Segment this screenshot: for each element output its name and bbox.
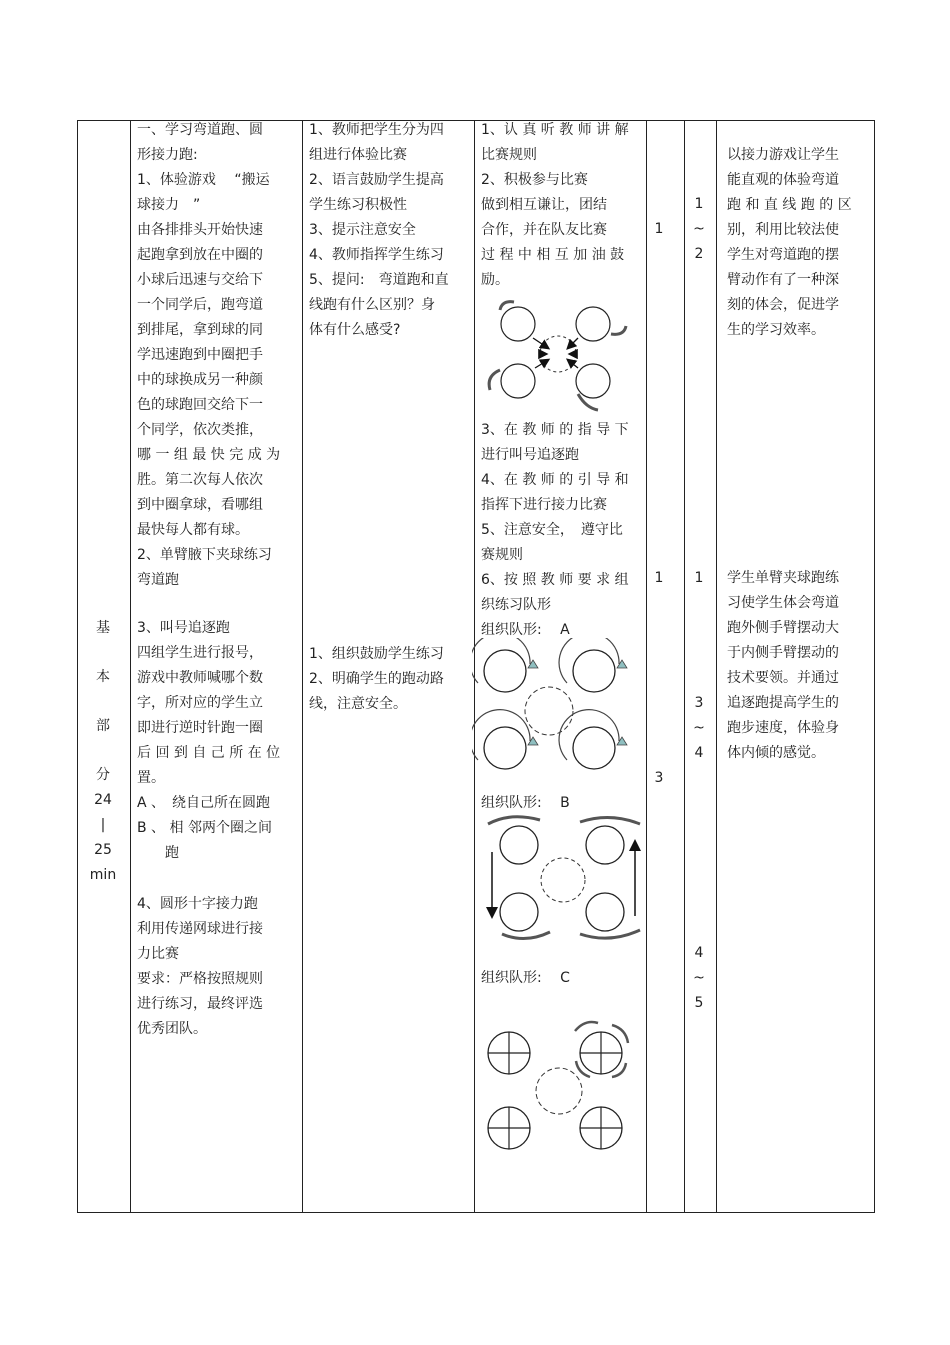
- content-line: 小球后迅速与交给下: [137, 272, 263, 288]
- run-arrow: [533, 338, 548, 348]
- content-line: 力比赛: [137, 946, 179, 962]
- teacher-line: 4、教师指挥学生练习: [309, 247, 444, 263]
- student-line: 合作，并在队友比赛: [481, 222, 607, 238]
- teacher-line: 5、提问: 弯道跑和直: [309, 272, 449, 288]
- times-text: ~: [693, 720, 705, 736]
- student-line: 过 程 中 相 互 加 油 鼓: [481, 247, 625, 263]
- times-value: [685, 192, 713, 267]
- purpose-line: 别，利用比较法使: [727, 222, 839, 238]
- content-line: 最快每人都有球。: [137, 522, 249, 538]
- content-line: B 、 相 邻两个圈之间: [137, 820, 272, 836]
- content-line: 胜。第二次每人依次: [137, 472, 263, 488]
- group-circle: [472, 638, 538, 692]
- teacher-line: 1、教师把学生分为四: [309, 122, 444, 138]
- run-arrow: [568, 338, 578, 348]
- content-line: 到排尾，拿到球的同: [137, 322, 263, 338]
- purpose-line: 刻的体会，促进学: [727, 297, 839, 313]
- content-line: 起跑拿到放在中圈的: [137, 247, 263, 263]
- teacher-line: 线跑有什么区别？身: [309, 297, 435, 313]
- student-line: 5、注意安全， 遵守比: [481, 522, 623, 538]
- purpose-line: 臂动作有了一种深: [727, 272, 839, 288]
- section-char: 本: [96, 669, 110, 685]
- student-line: 进行叫号追逐跑: [481, 447, 579, 463]
- student-line: 组织队形: A: [481, 622, 570, 638]
- formation-a-diagram: [472, 638, 642, 788]
- content-block-3: [137, 892, 263, 1042]
- column-divider: [130, 121, 131, 1212]
- content-line: 一、学习弯道跑、圆: [137, 122, 263, 138]
- curve-arrow: [575, 1022, 598, 1031]
- curve-arrow: [489, 370, 500, 390]
- section-label: [78, 616, 128, 888]
- cross-circle: [488, 1107, 530, 1149]
- group-circle: [586, 893, 624, 931]
- content-line: 个同学，依次类推，: [137, 422, 263, 438]
- run-arrow: [568, 360, 578, 368]
- curve-arrow: [612, 1025, 628, 1043]
- curve-arrow: [580, 817, 640, 824]
- content-line: 4、圆形十字接力跑: [137, 896, 258, 912]
- student-line: 赛规则: [481, 547, 523, 563]
- group-circle: [501, 364, 535, 398]
- section-time: 24: [94, 792, 112, 808]
- cross-circle: [580, 1032, 622, 1074]
- student-line: 3、在 教 师 的 指 导 下: [481, 422, 629, 438]
- center-circle: [541, 858, 585, 902]
- cross-circle: [488, 1032, 530, 1074]
- content-line: 要求：严格按照规则: [137, 971, 263, 987]
- purpose-line: 生的学习效率。: [727, 322, 825, 338]
- count-value: [646, 566, 672, 591]
- group-circle: [501, 307, 535, 341]
- relay-diagram: [478, 296, 638, 414]
- content-line: 跑: [137, 845, 179, 861]
- center-circle: [525, 687, 573, 735]
- count-text: 1: [654, 221, 664, 237]
- content-line: 色的球跑回交给下一: [137, 397, 263, 413]
- content-block-2: [137, 616, 280, 866]
- count-value: [646, 766, 672, 791]
- purpose-line: 能直观的体验弯道: [727, 172, 839, 188]
- times-text: 1: [694, 570, 704, 586]
- purpose-line: 体内倾的感觉。: [727, 745, 825, 761]
- content-line: 进行练习，最终评选: [137, 996, 263, 1012]
- count-text: 1: [654, 570, 664, 586]
- content-line: 中的球换成另一种颜: [137, 372, 263, 388]
- times-text: 4: [694, 745, 704, 761]
- student-line: 做到相互谦让，团结: [481, 197, 607, 213]
- curve-arrow: [611, 326, 626, 334]
- formation-label: 组织队形: B: [481, 795, 570, 811]
- teacher-line: 学生练习积极性: [309, 197, 407, 213]
- content-line: 即进行逆时针跑一圈: [137, 720, 263, 736]
- formation-c-label: [481, 966, 570, 991]
- section-char: 基: [96, 620, 110, 636]
- content-line: 3、叫号追逐跑: [137, 620, 230, 636]
- content-line: 到中圈拿球，看哪组: [137, 497, 263, 513]
- student-line: 励。: [481, 272, 509, 288]
- section-char: 分: [96, 767, 110, 783]
- teacher-line: 2、语言鼓励学生提高: [309, 172, 444, 188]
- curve-arrow: [580, 930, 640, 938]
- group-circle: [500, 893, 538, 931]
- purpose-line: 技术要领。并通过: [727, 670, 839, 686]
- times-text: 2: [694, 246, 704, 262]
- column-divider: [684, 121, 685, 1212]
- group-circle: [576, 364, 610, 398]
- curve-arrow: [578, 394, 598, 410]
- content-line: 哪 一 组 最 快 完 成 为: [137, 447, 281, 463]
- content-line: 游戏中教师喊哪个数: [137, 670, 263, 686]
- student-line: 2、积极参与比赛: [481, 172, 588, 188]
- formation-b-diagram: [480, 812, 645, 944]
- group-circle: [472, 710, 538, 769]
- formation-c-diagram: [480, 1015, 645, 1155]
- times-text: 1: [694, 196, 704, 212]
- purpose-line: 于内侧手臂摆动的: [727, 645, 839, 661]
- section-char: 部: [96, 718, 110, 734]
- times-value: [685, 566, 713, 591]
- student-block-1: [481, 118, 629, 293]
- column-divider: [646, 121, 647, 1212]
- purpose-line: 跑外侧手臂摆动大: [727, 620, 839, 636]
- count-value: [646, 217, 672, 242]
- cross-circle: [580, 1107, 622, 1149]
- purpose-line: 习使学生体会弯道: [727, 595, 839, 611]
- content-line: 置。: [137, 770, 165, 786]
- purpose-line: 追逐跑提高学生的: [727, 695, 839, 711]
- teacher-line: 线，注意安全。: [309, 696, 407, 712]
- student-line: 比赛规则: [481, 147, 537, 163]
- teacher-block-1: [309, 118, 449, 343]
- section-time: 25: [94, 842, 112, 858]
- purpose-line: 跑 和 直 线 跑 的 区: [727, 197, 852, 213]
- teacher-line: 3、提示注意安全: [309, 222, 416, 238]
- teacher-line: 体有什么感受?: [309, 322, 401, 338]
- content-line: 弯道跑: [137, 572, 179, 588]
- purpose-block-2: [727, 566, 839, 766]
- content-line: 一个同学后，跑弯道: [137, 297, 263, 313]
- teacher-block-2: [309, 642, 444, 717]
- purpose-line: 以接力游戏让学生: [727, 147, 839, 163]
- group-circle: [500, 826, 538, 864]
- content-line: 字，所对应的学生立: [137, 695, 263, 711]
- student-line: 1、认 真 听 教 师 讲 解: [481, 122, 629, 138]
- purpose-line: 学生单臂夹球跑练: [727, 570, 839, 586]
- content-line: 由各排排头开始快速: [137, 222, 263, 238]
- student-line: 指挥下进行接力比赛: [481, 497, 607, 513]
- content-line: 1、体验游戏 “搬运: [137, 172, 270, 188]
- center-circle: [536, 1068, 582, 1114]
- content-line: 形接力跑:: [137, 147, 198, 163]
- group-circle: [559, 710, 627, 769]
- group-circle: [559, 638, 627, 692]
- purpose-line: 跑步速度，体验身: [727, 720, 839, 736]
- purpose-line: 学生对弯道跑的摆: [727, 247, 839, 263]
- content-line: 四组学生进行报号，: [137, 645, 263, 661]
- content-line: 利用传递网球进行接: [137, 921, 263, 937]
- times-text: ~: [693, 221, 705, 237]
- content-line: 后 回 到 自 己 所 在 位: [137, 745, 281, 761]
- times-value: [685, 941, 713, 1016]
- section-time-unit: min: [89, 867, 117, 883]
- group-circle: [576, 307, 610, 341]
- content-line: 优秀团队。: [137, 1021, 207, 1037]
- student-line: 4、在 教 师 的 引 导 和: [481, 472, 629, 488]
- student-block-2: [481, 418, 629, 643]
- teacher-line: 2、明确学生的跑动路: [309, 671, 444, 687]
- content-line: A 、 绕自己所在圆跑: [137, 795, 271, 811]
- teacher-line: 1、组织鼓励学生练习: [309, 646, 444, 662]
- teacher-line: 组进行体验比赛: [309, 147, 407, 163]
- column-divider: [302, 121, 303, 1212]
- content-line: 学迅速跑到中圈把手: [137, 347, 263, 363]
- times-value: [685, 691, 713, 766]
- section-time-separator: |: [100, 817, 106, 833]
- column-divider: [716, 121, 717, 1212]
- times-text: ~: [693, 970, 705, 986]
- content-line: 球接力 ”: [137, 197, 201, 213]
- student-line: 6、按 照 教 师 要 求 组: [481, 572, 629, 588]
- times-text: 4: [694, 945, 704, 961]
- times-text: 5: [694, 995, 704, 1011]
- curve-arrow: [502, 932, 550, 939]
- content-line: 2、单臂腋下夹球练习: [137, 547, 272, 563]
- content-block-1: [137, 118, 280, 593]
- purpose-block-1: [727, 143, 852, 343]
- count-text: 3: [654, 770, 664, 786]
- times-text: 3: [694, 695, 704, 711]
- curve-arrow: [488, 817, 540, 824]
- student-line: 织练习队形: [481, 597, 551, 613]
- group-circle: [586, 826, 624, 864]
- formation-label: 组织队形: C: [481, 970, 570, 986]
